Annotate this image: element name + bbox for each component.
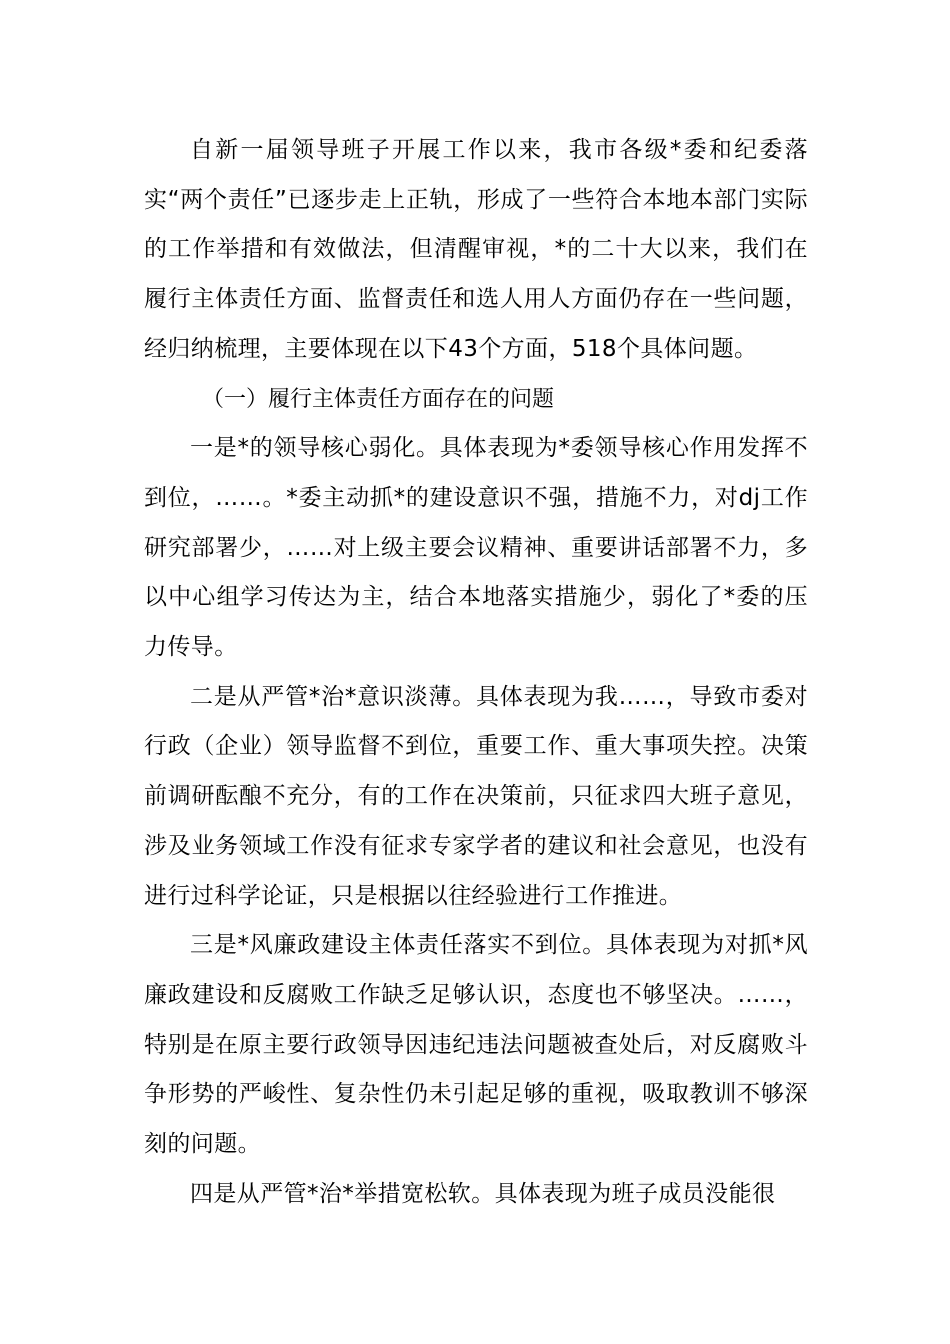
intro-paragraph: 自新一届领导班子开展工作以来，我市各级*委和纪委落实“两个责任”已逐步走上正轨，形成了一些符合本地本部门实际的工作举措和有效做法，但清醒审视，*的二十大以来，我们在履行主体责任方面、监督责任和选人用人方面仍存在一些问题，经归纳梳理，主要体现在以下43个方面，518个具体问题。 <box>144 137 808 362</box>
item-paragraph-1: 一是*的领导核心弱化。具体表现为*委领导核心作用发挥不到位，……。*委主动抓*的建设意识不强，措施不力，对dj工作研究部署少，……对上级主要会议精神、重要讲话部署不力，多以中心组学习传达为主，结合本地落实措施少，弱化了*委的压力传导。 <box>144 435 808 661</box>
section-heading: （一）履行主体责任方面存在的问题 <box>202 386 555 412</box>
item-paragraph-4: 四是从严管*治*举措宽松软。具体表现为班子成员没能很 <box>190 1180 776 1207</box>
item-paragraph-3: 三是*风廉政建设主体责任落实不到位。具体表现为对抓*风廉政建设和反腐败工作缺乏足够认识，态度也不够坚决。……，特别是在原主要行政领导因违纪违法问题被查处后，对反腐败斗争形势的严峻性、复杂性仍未引起足够的重视，吸取教训不够深刻的问题。 <box>144 932 808 1158</box>
document-body <box>144 126 808 1219</box>
item-paragraph-2: 二是从严管*治*意识淡薄。具体表现为我……，导致市委对行政（企业）领导监督不到位，重要工作、重大事项失控。决策前调研酝酿不充分，有的工作在决策前，只征求四大班子意见，涉及业务领域工作没有征求专家学者的建议和社会意见，也没有进行过科学论证，只是根据以往经验进行工作推进。 <box>144 683 808 909</box>
